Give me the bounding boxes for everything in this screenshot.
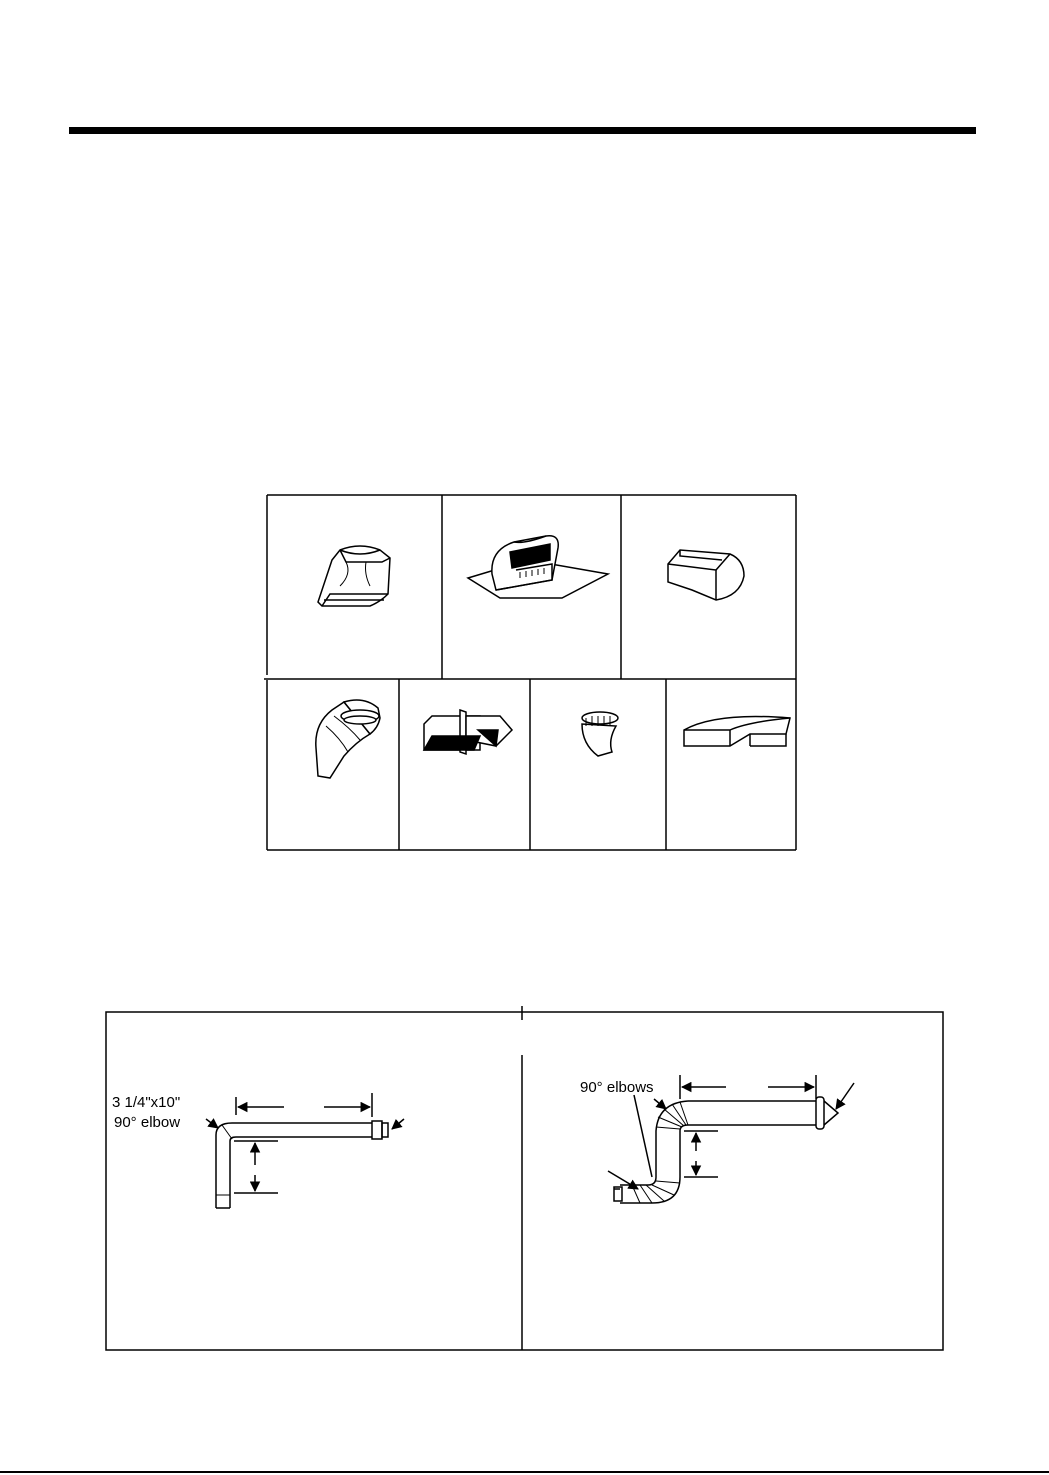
elbow-label-line2: 90° elbow xyxy=(114,1114,181,1131)
elbow-label-line1: 3 1/4"x10" xyxy=(112,1094,181,1111)
elbows-label: 90° elbows xyxy=(580,1079,654,1096)
left-installation-diagram xyxy=(112,1093,404,1208)
round-elbow-icon xyxy=(316,700,380,778)
round-elbow-45-icon xyxy=(582,712,618,756)
flat-elbow-icon xyxy=(684,717,790,747)
wall-cap-icon xyxy=(424,710,512,754)
rectangular-elbow-icon xyxy=(668,550,744,600)
duct-transition-icon xyxy=(318,546,390,606)
duct-components-figure xyxy=(260,490,805,855)
duct-installation-figure xyxy=(100,1005,950,1360)
right-installation-diagram xyxy=(580,1075,854,1203)
page-bottom-edge xyxy=(0,1471,1049,1473)
roof-cap-icon xyxy=(468,536,608,598)
header-rule xyxy=(69,127,976,134)
